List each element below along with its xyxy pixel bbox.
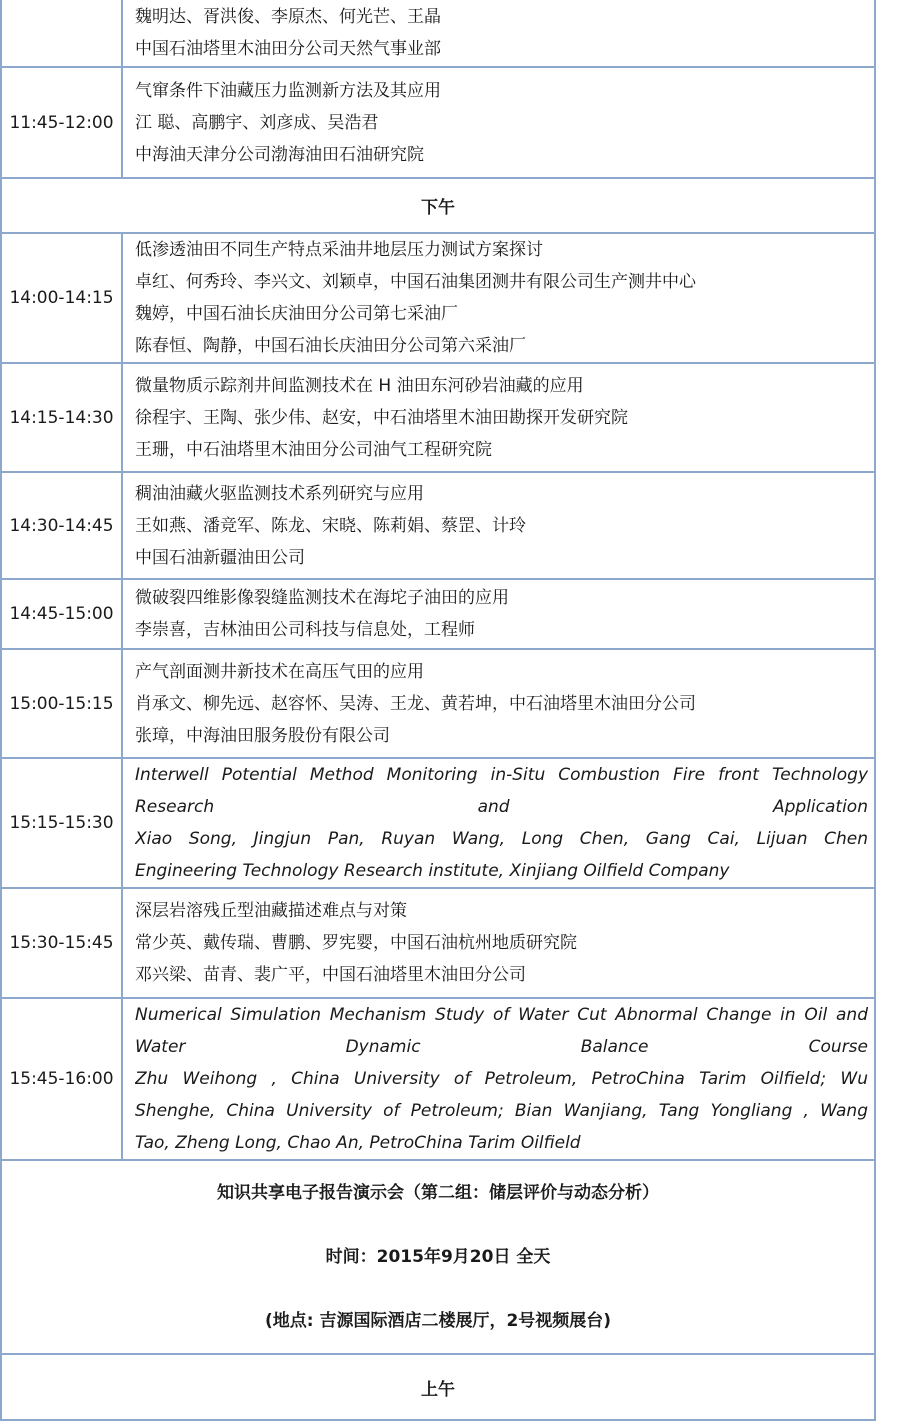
time-slot: 11:45-12:00 [1, 67, 122, 178]
time-slot: 14:45-15:00 [1, 579, 122, 649]
talk-title: Interwell Potential Method Monitoring in-Situ Combustion Fire front Technology [135, 765, 868, 785]
talk-title: 产气剖面测井新技术在高压气田的应用 [135, 661, 424, 682]
talk-details [122, 472, 875, 579]
time-slot: 15:45-16:00 [1, 998, 122, 1160]
time-slot: 15:30-15:45 [1, 888, 122, 998]
talk-authors: 魏婷，中国石油长庆油田分公司第七采油厂 [135, 304, 458, 324]
session-title: 知识共享电子报告演示会（第二组：储层评价与动态分析） [217, 1183, 659, 1203]
talk-details [122, 998, 875, 1160]
talk-authors: Shenghe, China University of Petroleum; Bian Wanjiang, Tang Yongliang , Wang [135, 1101, 868, 1121]
talk-title: 气窜条件下油藏压力监测新方法及其应用 [135, 80, 441, 101]
time-slot: 15:15-15:30 [1, 758, 122, 888]
talk-details [122, 649, 875, 758]
schedule-row [1, 579, 875, 649]
talk-title: Numerical Simulation Mechanism Study of Water Cut Abnormal Change in Oil and [135, 1005, 868, 1025]
time-slot: 14:00-14:15 [1, 233, 122, 363]
talk-authors: 江 聪、高鹏宇、刘彦成、吴浩君 [135, 112, 379, 133]
schedule-row [1, 472, 875, 579]
talk-details [122, 579, 875, 649]
talk-authors: Research and Application [135, 797, 868, 817]
schedule-row [1, 888, 875, 998]
talk-authors: Zhu Weihong , China University of Petroleum, PetroChina Tarim Oilfield; Wu [135, 1069, 868, 1089]
talk-details [122, 888, 875, 998]
talk-authors: 徐程宇、王陶、张少伟、赵安，中石油塔里木油田勘探开发研究院 [135, 407, 628, 428]
talk-title: 低渗透油田不同生产特点采油井地层压力测试方案探讨 [135, 240, 543, 260]
talk-details [122, 67, 875, 178]
talk-details [122, 363, 875, 472]
talk-authors: 中国石油塔里木油田分公司天然气事业部 [135, 39, 441, 59]
talk-authors: 张璋，中海油田服务股份有限公司 [135, 725, 390, 746]
schedule-row [1, 363, 875, 472]
talk-details [122, 0, 875, 67]
schedule-row [1, 0, 875, 67]
talk-authors: Tao, Zheng Long, Chao An, PetroChina Tarim Oilfield [135, 1133, 581, 1153]
session-header-row [1, 1160, 875, 1354]
talk-title: 深层岩溶残丘型油藏描述难点与对策 [135, 901, 407, 921]
schedule-row [1, 998, 875, 1160]
talk-authors: 常少英、戴传瑞、曹鹏、罗宪婴，中国石油杭州地质研究院 [135, 933, 577, 953]
session-time: 时间：2015年9月20日 全天 [325, 1247, 551, 1267]
period-divider-row [1, 178, 875, 233]
schedule-row [1, 67, 875, 178]
talk-authors: 肖承文、柳先远、赵容怀、吴涛、王龙、黄若坤，中石油塔里木油田分公司 [135, 693, 696, 714]
talk-details [122, 233, 875, 363]
talk-authors: 李崇喜，吉林油田公司科技与信息处，工程师 [135, 620, 475, 640]
period-divider-row [1, 1354, 875, 1420]
talk-authors: Water Dynamic Balance Course [135, 1037, 868, 1057]
talk-authors: 卓红、何秀玲、李兴文、刘颖卓，中国石油集团测井有限公司生产测井中心 [135, 272, 696, 292]
talk-authors: 中国石油新疆油田公司 [135, 547, 305, 568]
talk-authors: 王珊，中石油塔里木油田分公司油气工程研究院 [135, 439, 492, 460]
schedule-row [1, 649, 875, 758]
talk-authors: 中海油天津分公司渤海油田石油研究院 [135, 144, 424, 165]
schedule-row [1, 758, 875, 888]
talk-authors: 王如燕、潘竞军、陈龙、宋晓、陈莉娟、蔡罡、计玲 [135, 515, 526, 536]
period-label: 上午 [1, 1354, 875, 1420]
talk-authors: 邓兴梁、苗青、裴广平，中国石油塔里木油田分公司 [135, 965, 526, 985]
talk-details [122, 758, 875, 888]
talk-title: 微破裂四维影像裂缝监测技术在海坨子油田的应用 [135, 588, 509, 608]
talk-authors: 陈春恒、陶静，中国石油长庆油田分公司第六采油厂 [135, 336, 526, 356]
talk-title: 稠油油藏火驱监测技术系列研究与应用 [135, 483, 424, 504]
talk-authors: Engineering Technology Research institute, Xinjiang Oilfield Company [135, 861, 730, 881]
talk-title: 微量物质示踪剂井间监测技术在 H 油田东河砂岩油藏的应用 [135, 375, 584, 396]
time-slot: 14:30-14:45 [1, 472, 122, 579]
time-slot: 15:00-15:15 [1, 649, 122, 758]
time-slot: 14:15-14:30 [1, 363, 122, 472]
session-location: (地点: 吉源国际酒店二楼展厅，2号视频展台) [264, 1311, 612, 1331]
talk-title: 魏明达、胥洪俊、李原杰、何光芒、王晶 [135, 7, 441, 27]
talk-authors: Xiao Song, Jingjun Pan, Ruyan Wang, Long Chen, Gang Cai, Lijuan Chen [135, 829, 868, 849]
time-slot [1, 0, 122, 67]
schedule-row [1, 233, 875, 363]
session-header [1, 1160, 875, 1354]
period-label: 下午 [1, 178, 875, 233]
